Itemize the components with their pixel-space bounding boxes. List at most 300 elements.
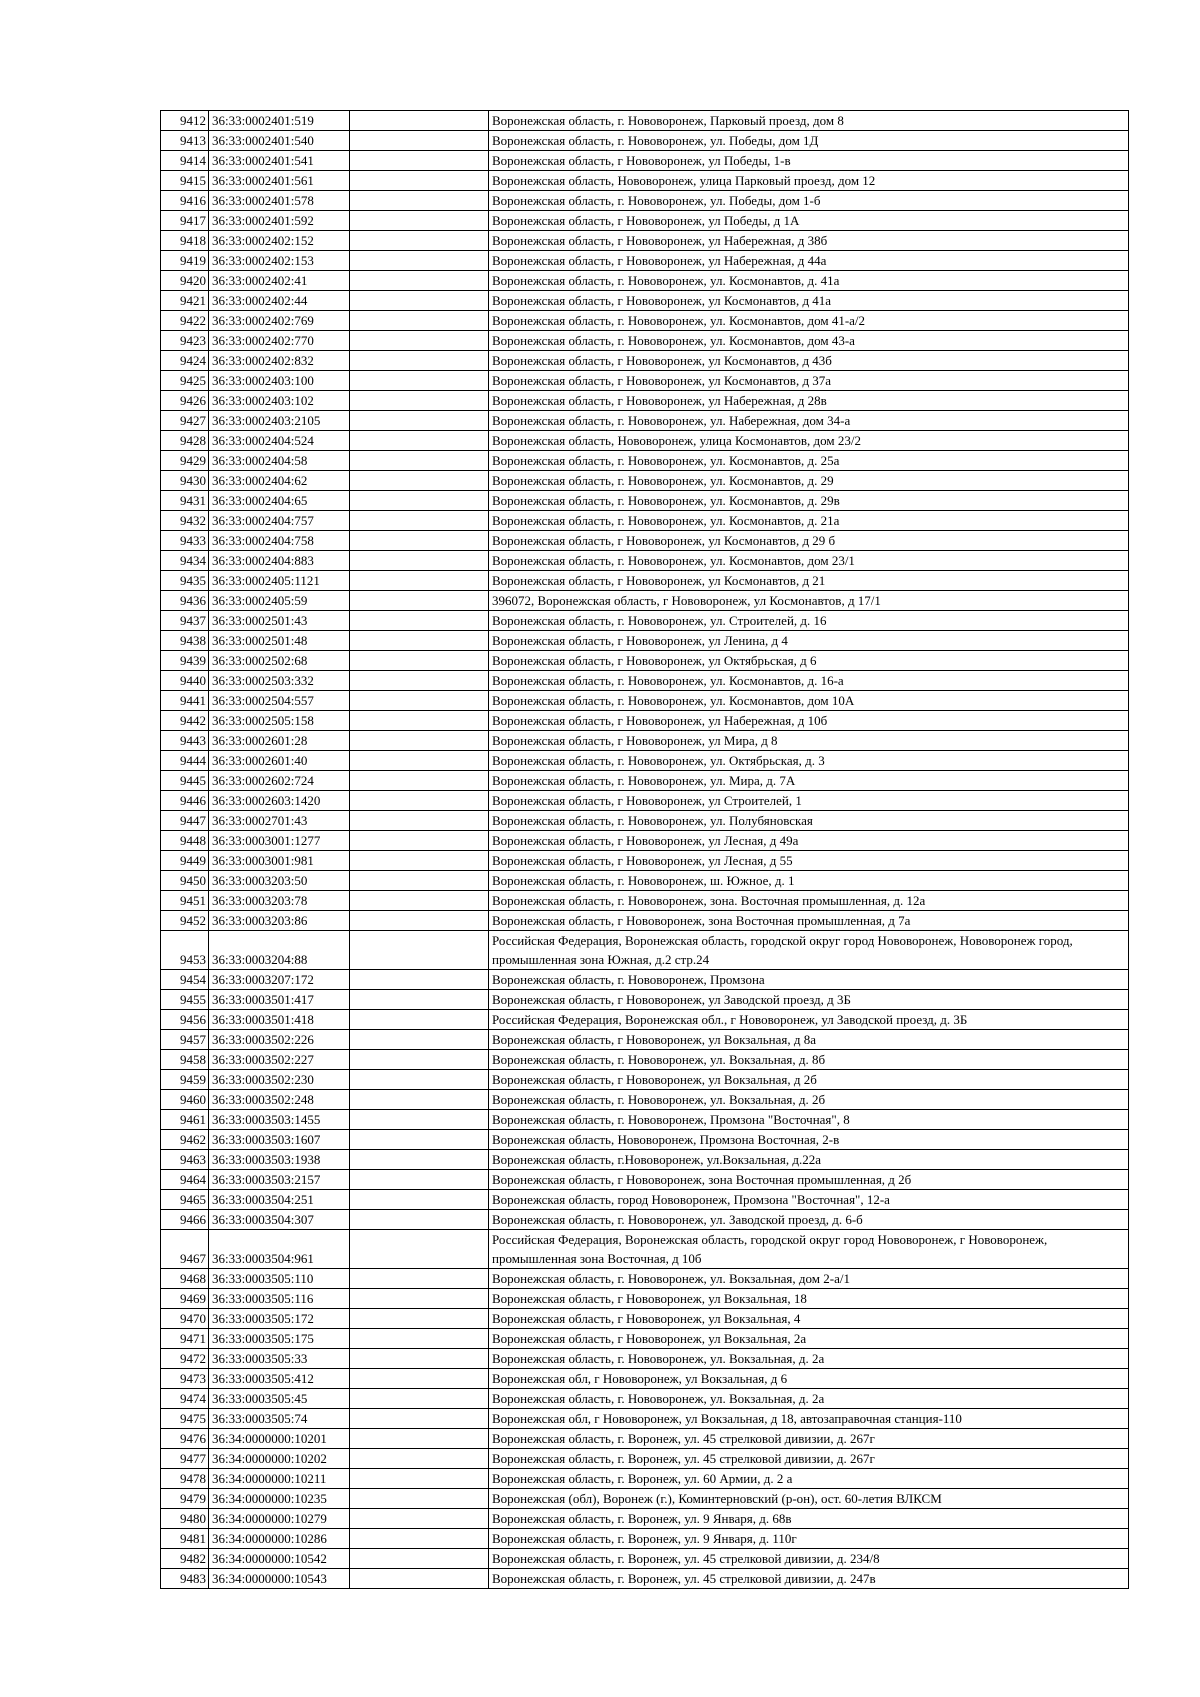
table-row <box>161 1489 1129 1509</box>
address: Воронежская область, г Нововоронеж, ул Лесная, д 49а <box>489 831 1129 851</box>
row-number: 9442 <box>161 711 209 731</box>
address: Воронежская область, г Нововоронеж, ул Набережная, д 10б <box>489 711 1129 731</box>
cadastral-number: 36:33:0002403:102 <box>209 391 350 411</box>
cadastral-number: 36:33:0002404:524 <box>209 431 350 451</box>
address: Воронежская область, г. Нововоронеж, ул. Победы, дом 1-б <box>489 191 1129 211</box>
address: Воронежская область, г. Воронеж, ул. 45 стрелковой дивизии, д. 247в <box>489 1569 1129 1589</box>
table-row <box>161 831 1129 851</box>
table-row <box>161 851 1129 871</box>
row-number: 9458 <box>161 1050 209 1070</box>
row-number: 9471 <box>161 1329 209 1349</box>
cadastral-number: 36:33:0003502:227 <box>209 1050 350 1070</box>
cadastral-number: 36:33:0003203:50 <box>209 871 350 891</box>
address: Воронежская область, г Нововоронеж, ул Строителей, 1 <box>489 791 1129 811</box>
table-row <box>161 371 1129 391</box>
empty-cell <box>350 1349 489 1369</box>
cadastral-number: 36:33:0003502:226 <box>209 1030 350 1050</box>
row-number: 9432 <box>161 511 209 531</box>
empty-cell <box>350 911 489 931</box>
cadastral-number: 36:33:0003505:172 <box>209 1309 350 1329</box>
row-number: 9424 <box>161 351 209 371</box>
row-number: 9464 <box>161 1170 209 1190</box>
row-number: 9476 <box>161 1429 209 1449</box>
empty-cell <box>350 751 489 771</box>
empty-cell <box>350 851 489 871</box>
empty-cell <box>350 1329 489 1349</box>
empty-cell <box>350 1509 489 1529</box>
row-number: 9466 <box>161 1210 209 1230</box>
row-number: 9423 <box>161 331 209 351</box>
row-number: 9470 <box>161 1309 209 1329</box>
table-row <box>161 351 1129 371</box>
address: Воронежская область, г. Нововоронеж, ул. Октябрьская, д. 3 <box>489 751 1129 771</box>
cadastral-number: 36:33:0003503:2157 <box>209 1170 350 1190</box>
cadastral-number: 36:34:0000000:10542 <box>209 1549 350 1569</box>
row-number: 9422 <box>161 311 209 331</box>
address: Воронежская область, г Нововоронеж, ул Ленина, д 4 <box>489 631 1129 651</box>
empty-cell <box>350 411 489 431</box>
cadastral-number: 36:33:0002402:153 <box>209 251 350 271</box>
row-number: 9448 <box>161 831 209 851</box>
address: Воронежская область, г Нововоронеж, зона Восточная промышленная, д 2б <box>489 1170 1129 1190</box>
row-number: 9477 <box>161 1449 209 1469</box>
row-number: 9472 <box>161 1349 209 1369</box>
address: Воронежская область, Нововоронеж, улица Парковый проезд, дом 12 <box>489 171 1129 191</box>
row-number: 9474 <box>161 1389 209 1409</box>
address: Воронежская область, г Нововоронеж, ул Победы, д 1А <box>489 211 1129 231</box>
cadastral-number: 36:33:0002701:43 <box>209 811 350 831</box>
empty-cell <box>350 611 489 631</box>
table-row <box>161 171 1129 191</box>
empty-cell <box>350 1449 489 1469</box>
address: Воронежская область, г. Нововоронеж, ул. Строителей, д. 16 <box>489 611 1129 631</box>
cadastral-number: 36:33:0002402:41 <box>209 271 350 291</box>
empty-cell <box>350 131 489 151</box>
row-number: 9467 <box>161 1230 209 1269</box>
address: Воронежская область, г. Воронеж, ул. 9 Января, д. 68в <box>489 1509 1129 1529</box>
empty-cell <box>350 471 489 491</box>
empty-cell <box>350 551 489 571</box>
address: Воронежская область, г. Нововоронеж, ш. Южное, д. 1 <box>489 871 1129 891</box>
table-row <box>161 1010 1129 1030</box>
table-row <box>161 771 1129 791</box>
cadastral-number: 36:33:0003505:116 <box>209 1289 350 1309</box>
table-row <box>161 1170 1129 1190</box>
table-row <box>161 751 1129 771</box>
row-number: 9473 <box>161 1369 209 1389</box>
cadastral-number: 36:33:0002401:578 <box>209 191 350 211</box>
table-row <box>161 531 1129 551</box>
cadastral-number: 36:33:0003501:418 <box>209 1010 350 1030</box>
empty-cell <box>350 391 489 411</box>
table-row <box>161 791 1129 811</box>
address: Воронежская область, г. Нововоронеж, ул. Набережная, дом 34-а <box>489 411 1129 431</box>
table-row <box>161 631 1129 651</box>
cadastral-number: 36:33:0002405:1121 <box>209 571 350 591</box>
cadastral-number: 36:33:0002505:158 <box>209 711 350 731</box>
row-number: 9468 <box>161 1269 209 1289</box>
cadastral-number: 36:34:0000000:10543 <box>209 1569 350 1589</box>
table-row <box>161 1389 1129 1409</box>
row-number: 9431 <box>161 491 209 511</box>
row-number: 9417 <box>161 211 209 231</box>
row-number: 9437 <box>161 611 209 631</box>
row-number: 9462 <box>161 1130 209 1150</box>
address: Воронежская обл, г Нововоронеж, ул Вокзальная, д 6 <box>489 1369 1129 1389</box>
empty-cell <box>350 1569 489 1589</box>
address: Воронежская область, г Нововоронеж, ул Вокзальная, д 2б <box>489 1070 1129 1090</box>
empty-cell <box>350 151 489 171</box>
row-number: 9450 <box>161 871 209 891</box>
row-number: 9440 <box>161 671 209 691</box>
table-row <box>161 970 1129 990</box>
row-number: 9420 <box>161 271 209 291</box>
cadastral-number: 36:33:0002601:28 <box>209 731 350 751</box>
cadastral-number: 36:33:0003207:172 <box>209 970 350 990</box>
table-row <box>161 1349 1129 1369</box>
row-number: 9413 <box>161 131 209 151</box>
row-number: 9415 <box>161 171 209 191</box>
cadastral-number: 36:33:0002502:68 <box>209 651 350 671</box>
row-number: 9451 <box>161 891 209 911</box>
cadastral-number: 36:33:0003503:1455 <box>209 1110 350 1130</box>
empty-cell <box>350 1529 489 1549</box>
cadastral-number: 36:33:0002404:758 <box>209 531 350 551</box>
empty-cell <box>350 571 489 591</box>
empty-cell <box>350 1289 489 1309</box>
cadastral-number: 36:33:0003503:1938 <box>209 1150 350 1170</box>
address: Воронежская область, г. Нововоронеж, ул. Космонавтов, д. 21а <box>489 511 1129 531</box>
table-row <box>161 1090 1129 1110</box>
empty-cell <box>350 591 489 611</box>
empty-cell <box>350 1429 489 1449</box>
empty-cell <box>350 331 489 351</box>
address: Воронежская область, г. Воронеж, ул. 45 стрелковой дивизии, д. 234/8 <box>489 1549 1129 1569</box>
row-number: 9412 <box>161 111 209 131</box>
address: Воронежская область, г Нововоронеж, ул Космонавтов, д 37а <box>489 371 1129 391</box>
address: Воронежская область, г. Воронеж, ул. 9 Января, д. 110г <box>489 1529 1129 1549</box>
row-number: 9425 <box>161 371 209 391</box>
table-row <box>161 131 1129 151</box>
address: Воронежская область, г. Нововоронеж, ул. Космонавтов, дом 10А <box>489 691 1129 711</box>
table-row <box>161 1110 1129 1130</box>
table-row <box>161 671 1129 691</box>
empty-cell <box>350 531 489 551</box>
empty-cell <box>350 1050 489 1070</box>
address: Воронежская область, город Нововоронеж, Промзона "Восточная", 12-а <box>489 1190 1129 1210</box>
address: Воронежская область, г. Воронеж, ул. 45 стрелковой дивизии, д. 267г <box>489 1449 1129 1469</box>
address: Воронежская область, г. Нововоронеж, ул. Вокзальная, д. 2а <box>489 1389 1129 1409</box>
address: Воронежская область, г. Нововоронеж, Промзона "Восточная", 8 <box>489 1110 1129 1130</box>
table-row <box>161 711 1129 731</box>
table-row <box>161 1050 1129 1070</box>
cadastral-number: 36:33:0002602:724 <box>209 771 350 791</box>
empty-cell <box>350 731 489 751</box>
row-number: 9454 <box>161 970 209 990</box>
address: Воронежская область, Нововоронеж, улица Космонавтов, дом 23/2 <box>489 431 1129 451</box>
empty-cell <box>350 1489 489 1509</box>
cadastral-number: 36:33:0002405:59 <box>209 591 350 611</box>
address: Воронежская обл, г Нововоронеж, ул Вокзальная, д 18, автозаправочная станция-110 <box>489 1409 1129 1429</box>
address: Воронежская область, г. Нововоронеж, ул. Космонавтов, д. 29 <box>489 471 1129 491</box>
cadastral-number: 36:33:0002401:519 <box>209 111 350 131</box>
empty-cell <box>350 1369 489 1389</box>
cadastral-number: 36:33:0002402:44 <box>209 291 350 311</box>
empty-cell <box>350 491 489 511</box>
address: Воронежская область, г Нововоронеж, ул Космонавтов, д 21 <box>489 571 1129 591</box>
row-number: 9482 <box>161 1549 209 1569</box>
address: Воронежская область, г. Нововоронеж, ул. Вокзальная, д. 8б <box>489 1050 1129 1070</box>
cadastral-number: 36:33:0003505:175 <box>209 1329 350 1349</box>
row-number: 9457 <box>161 1030 209 1050</box>
empty-cell <box>350 931 489 970</box>
table-row <box>161 691 1129 711</box>
empty-cell <box>350 1389 489 1409</box>
row-number: 9446 <box>161 791 209 811</box>
empty-cell <box>350 1110 489 1130</box>
row-number: 9465 <box>161 1190 209 1210</box>
table-row <box>161 1549 1129 1569</box>
address: Воронежская область, г. Нововоронеж, ул. Космонавтов, д. 16-а <box>489 671 1129 691</box>
address: Воронежская область, г Нововоронеж, ул Набережная, д 38б <box>489 231 1129 251</box>
empty-cell <box>350 451 489 471</box>
table-row <box>161 1429 1129 1449</box>
table-row <box>161 911 1129 931</box>
table-row <box>161 491 1129 511</box>
cadastral-number: 36:33:0002501:43 <box>209 611 350 631</box>
cadastral-number: 36:33:0002603:1420 <box>209 791 350 811</box>
table-row <box>161 931 1129 970</box>
cadastral-number: 36:33:0003505:110 <box>209 1269 350 1289</box>
row-number: 9439 <box>161 651 209 671</box>
row-number: 9449 <box>161 851 209 871</box>
cadastral-number: 36:33:0002601:40 <box>209 751 350 771</box>
row-number: 9433 <box>161 531 209 551</box>
cadastral-number: 36:33:0003001:981 <box>209 851 350 871</box>
table-row <box>161 1509 1129 1529</box>
empty-cell <box>350 1090 489 1110</box>
address: Воронежская область, г. Нововоронеж, ул. Вокзальная, дом 2-а/1 <box>489 1269 1129 1289</box>
cadastral-number: 36:33:0003504:251 <box>209 1190 350 1210</box>
cadastral-number: 36:33:0003501:417 <box>209 990 350 1010</box>
empty-cell <box>350 1130 489 1150</box>
address: Российская Федерация, Воронежская область, городской округ город Нововоронеж, Нововоронеж город, промышленная зона Южная, д.2 стр.24 <box>489 931 1129 970</box>
cadastral-number: 36:33:0003001:1277 <box>209 831 350 851</box>
table-row <box>161 1449 1129 1469</box>
address: Воронежская область, г. Нововоронеж, Промзона <box>489 970 1129 990</box>
row-number: 9443 <box>161 731 209 751</box>
empty-cell <box>350 1210 489 1230</box>
address: Воронежская область, г Нововоронеж, ул Заводской проезд, д 3Б <box>489 990 1129 1010</box>
row-number: 9481 <box>161 1529 209 1549</box>
empty-cell <box>350 1469 489 1489</box>
cadastral-number: 36:33:0003503:1607 <box>209 1130 350 1150</box>
address: Воронежская область, г. Нововоронеж, ул. Вокзальная, д. 2а <box>489 1349 1129 1369</box>
address: Воронежская область, г. Нововоронеж, ул. Мира, д. 7А <box>489 771 1129 791</box>
table-row <box>161 1070 1129 1090</box>
table-row <box>161 1150 1129 1170</box>
cadastral-number: 36:33:0003203:78 <box>209 891 350 911</box>
address: Воронежская область, г. Нововоронеж, зона. Восточная промышленная, д. 12а <box>489 891 1129 911</box>
table-row <box>161 1190 1129 1210</box>
address: Воронежская область, г Нововоронеж, ул Вокзальная, 18 <box>489 1289 1129 1309</box>
empty-cell <box>350 311 489 331</box>
cadastral-number: 36:33:0003502:230 <box>209 1070 350 1090</box>
empty-cell <box>350 1269 489 1289</box>
row-number: 9434 <box>161 551 209 571</box>
address: Воронежская область, г. Нововоронеж, ул. Космонавтов, дом 43-а <box>489 331 1129 351</box>
table-row <box>161 251 1129 271</box>
cadastral-number: 36:33:0002403:2105 <box>209 411 350 431</box>
table-row <box>161 1289 1129 1309</box>
empty-cell <box>350 631 489 651</box>
address: Российская Федерация, Воронежская обл., г Нововоронеж, ул Заводской проезд, д. 3Б <box>489 1010 1129 1030</box>
address: Воронежская область, г Нововоронеж, ул Вокзальная, 2а <box>489 1329 1129 1349</box>
table-row <box>161 651 1129 671</box>
cadastral-number: 36:33:0003505:74 <box>209 1409 350 1429</box>
address: Воронежская область, г Нововоронеж, ул Космонавтов, д 41а <box>489 291 1129 311</box>
row-number: 9455 <box>161 990 209 1010</box>
row-number: 9428 <box>161 431 209 451</box>
table-row <box>161 331 1129 351</box>
table-row <box>161 811 1129 831</box>
row-number: 9436 <box>161 591 209 611</box>
table-row <box>161 871 1129 891</box>
empty-cell <box>350 651 489 671</box>
address: Воронежская область, г. Нововоронеж, ул. Полубяновская <box>489 811 1129 831</box>
cadastral-number: 36:33:0002503:332 <box>209 671 350 691</box>
table-row <box>161 1030 1129 1050</box>
row-number: 9453 <box>161 931 209 970</box>
cadastral-number: 36:33:0003203:86 <box>209 911 350 931</box>
empty-cell <box>350 371 489 391</box>
row-number: 9445 <box>161 771 209 791</box>
cadastral-number: 36:33:0002402:770 <box>209 331 350 351</box>
address: Воронежская область, г. Нововоронеж, ул. Космонавтов, дом 41-а/2 <box>489 311 1129 331</box>
cadastral-number: 36:33:0002404:62 <box>209 471 350 491</box>
registry-table-body <box>161 111 1129 1589</box>
table-row <box>161 1130 1129 1150</box>
table-row <box>161 1329 1129 1349</box>
row-number: 9414 <box>161 151 209 171</box>
empty-cell <box>350 111 489 131</box>
empty-cell <box>350 351 489 371</box>
empty-cell <box>350 1070 489 1090</box>
cadastral-number: 36:34:0000000:10235 <box>209 1489 350 1509</box>
cadastral-number: 36:33:0002404:58 <box>209 451 350 471</box>
row-number: 9483 <box>161 1569 209 1589</box>
row-number: 9426 <box>161 391 209 411</box>
table-row <box>161 611 1129 631</box>
empty-cell <box>350 251 489 271</box>
row-number: 9419 <box>161 251 209 271</box>
row-number: 9480 <box>161 1509 209 1529</box>
cadastral-number: 36:33:0002401:541 <box>209 151 350 171</box>
table-row <box>161 1529 1129 1549</box>
address: Воронежская область, г Нововоронеж, ул Победы, 1-в <box>489 151 1129 171</box>
empty-cell <box>350 871 489 891</box>
row-number: 9438 <box>161 631 209 651</box>
address: Воронежская область, г Нововоронеж, ул Мира, д 8 <box>489 731 1129 751</box>
address: Воронежская область, г. Нововоронеж, ул. Космонавтов, дом 23/1 <box>489 551 1129 571</box>
cadastral-number: 36:34:0000000:10211 <box>209 1469 350 1489</box>
address: Воронежская область, г. Воронеж, ул. 60 Армии, д. 2 а <box>489 1469 1129 1489</box>
row-number: 9459 <box>161 1070 209 1090</box>
empty-cell <box>350 831 489 851</box>
address: Воронежская область, г. Нововоронеж, ул. Космонавтов, д. 41а <box>489 271 1129 291</box>
row-number: 9441 <box>161 691 209 711</box>
address: Воронежская область, г. Нововоронеж, ул. Победы, дом 1Д <box>489 131 1129 151</box>
table-row <box>161 111 1129 131</box>
cadastral-number: 36:33:0003504:307 <box>209 1210 350 1230</box>
empty-cell <box>350 211 489 231</box>
empty-cell <box>350 1030 489 1050</box>
cadastral-number: 36:33:0003505:45 <box>209 1389 350 1409</box>
row-number: 9435 <box>161 571 209 591</box>
row-number: 9430 <box>161 471 209 491</box>
cadastral-number: 36:33:0002402:769 <box>209 311 350 331</box>
table-row <box>161 151 1129 171</box>
cadastral-number: 36:34:0000000:10201 <box>209 1429 350 1449</box>
registry-table <box>160 110 1129 1589</box>
table-row <box>161 191 1129 211</box>
cadastral-number: 36:33:0003204:88 <box>209 931 350 970</box>
table-row <box>161 431 1129 451</box>
row-number: 9461 <box>161 1110 209 1130</box>
table-row <box>161 731 1129 751</box>
address: Воронежская область, г.Нововоронеж, ул.Вокзальная, д.22а <box>489 1150 1129 1170</box>
address: Воронежская область, г. Нововоронеж, ул. Космонавтов, д. 29в <box>489 491 1129 511</box>
row-number: 9460 <box>161 1090 209 1110</box>
cadastral-number: 36:33:0003505:33 <box>209 1349 350 1369</box>
row-number: 9427 <box>161 411 209 431</box>
table-row <box>161 411 1129 431</box>
cadastral-number: 36:33:0002403:100 <box>209 371 350 391</box>
address: Воронежская область, г Нововоронеж, ул Лесная, д 55 <box>489 851 1129 871</box>
address: Воронежская (обл), Воронеж (г.), Коминтерновский (р-он), ост. 60-летия ВЛКСМ <box>489 1489 1129 1509</box>
empty-cell <box>350 711 489 731</box>
cadastral-number: 36:33:0002402:152 <box>209 231 350 251</box>
table-row <box>161 1230 1129 1269</box>
empty-cell <box>350 791 489 811</box>
cadastral-number: 36:33:0002401:561 <box>209 171 350 191</box>
empty-cell <box>350 1010 489 1030</box>
table-row <box>161 891 1129 911</box>
cadastral-number: 36:33:0002401:540 <box>209 131 350 151</box>
cadastral-number: 36:33:0002501:48 <box>209 631 350 651</box>
row-number: 9475 <box>161 1409 209 1429</box>
row-number: 9418 <box>161 231 209 251</box>
address: 396072, Воронежская область, г Нововоронеж, ул Космонавтов, д 17/1 <box>489 591 1129 611</box>
address: Воронежская область, г. Нововоронеж, ул. Космонавтов, д. 25а <box>489 451 1129 471</box>
cadastral-number: 36:33:0003505:412 <box>209 1369 350 1389</box>
address: Воронежская область, г Нововоронеж, ул Космонавтов, д 43б <box>489 351 1129 371</box>
table-row <box>161 990 1129 1010</box>
address: Воронежская область, г. Нововоронеж, ул. Заводской проезд, д. 6-б <box>489 1210 1129 1230</box>
table-row <box>161 1309 1129 1329</box>
row-number: 9429 <box>161 451 209 471</box>
empty-cell <box>350 671 489 691</box>
table-row <box>161 391 1129 411</box>
address: Воронежская область, г Нововоронеж, ул Вокзальная, д 8а <box>489 1030 1129 1050</box>
table-row <box>161 571 1129 591</box>
empty-cell <box>350 1170 489 1190</box>
empty-cell <box>350 1150 489 1170</box>
table-row <box>161 1409 1129 1429</box>
cadastral-number: 36:33:0002401:592 <box>209 211 350 231</box>
cadastral-number: 36:33:0002402:832 <box>209 351 350 371</box>
table-row <box>161 471 1129 491</box>
